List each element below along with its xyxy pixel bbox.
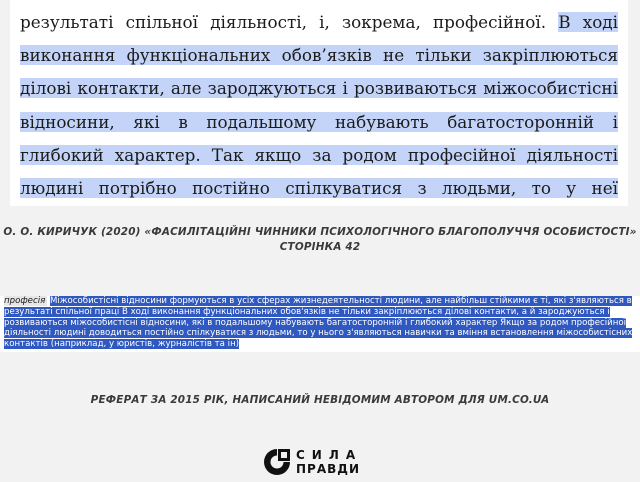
sila-pravdy-logo xyxy=(263,446,373,478)
plagiarized-excerpt-scan xyxy=(0,296,640,352)
source-excerpt-scan xyxy=(10,0,628,206)
search-keyword: професія xyxy=(4,296,46,306)
source-excerpt-text xyxy=(20,6,618,206)
sila-pravdy-logo-icon xyxy=(263,448,291,476)
source-citation-caption: О. О. КИРИЧУК (2020) «ФАСИЛІТАЦІЙНІ ЧИННИКИ ПСИХОЛОГІЧНОГО БЛАГОПОЛУЧЧЯ ОСОБИСТОСТІ» СТОРІНКА 42 xyxy=(3,226,637,253)
plagiarized-excerpt-highlighted: Міжособистісні відносини формуються в усіх сферах жизнедеятельності людини, але найбільш стійкими є ті, які з'являються в результаті спільної праці В ході виконання функціональних обов'язків не тільки закріплюються ділові контакти, а й зароджуються і розвиваються міжособистісні відносини, які в подальшому набувають багатосторонній і глибокий характер Якщо за родом професійної діяльності людині доводиться постійно спілкуватися з людьми, то у нього з'являються навички та вміння встановлення міжособистісних контактів (наприклад, у юристів, журналістів та ін) xyxy=(4,296,633,350)
logo-word-pravdy: ПРАВДИ xyxy=(296,462,361,476)
plagiarized-excerpt-text xyxy=(4,296,634,350)
plagiarized-citation-caption: РЕФЕРАТ ЗА 2015 РІК, НАПИСАНИЙ НЕВІДОМИМ АВТОРОМ ДЛЯ UM.CO.UA xyxy=(90,394,550,406)
source-excerpt-highlighted: В ході виконання функціональних обов’язків не тільки закріплюються ділові контакти, але зароджуються і розвиваються міжособистісні відносини, які в подальшому набувають багатосторонній і глибокий характер. Так якщо за родом професійної діяльності людині потрібно постійно спілкуватися з людьми, то у неї xyxy=(20,12,618,206)
source-excerpt-plain: результаті спільної діяльності, і, зокрема, професійної. xyxy=(20,12,559,32)
logo-word-sila: СИЛА xyxy=(296,448,363,462)
